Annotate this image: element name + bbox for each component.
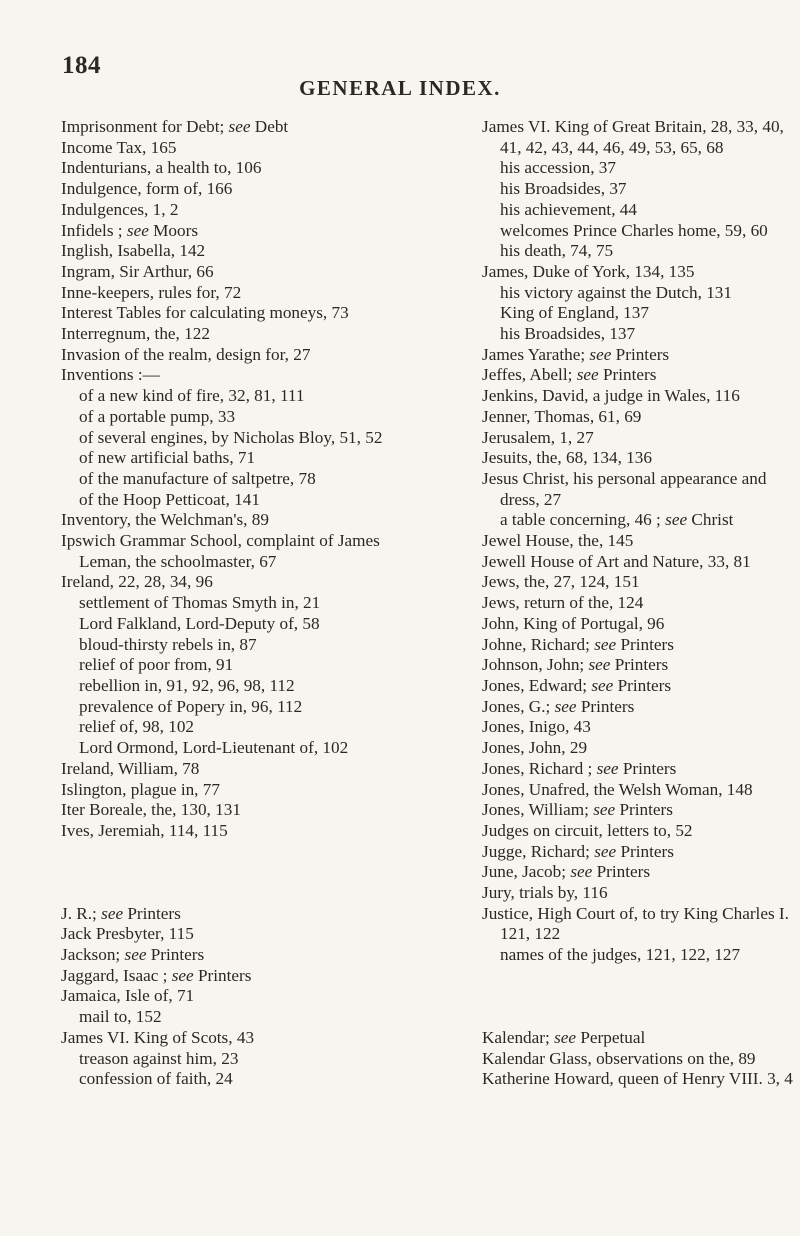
index-entry: Jones, Inigo, 43 [482,717,591,737]
index-entry: his Broadsides, 37 [500,179,627,199]
index-entry: Jugge, Richard; see Printers [482,841,674,861]
index-entry: John, King of Portugal, 96 [482,613,665,633]
index-entry: of a portable pump, 33 [79,406,236,426]
letter-section-gap [61,842,461,904]
index-entry: Kalendar; see Perpetual [482,1027,646,1047]
index-entry: Indenturians, a health to, 106 [61,158,262,178]
index-entry: names of the judges, 121, 122, 127 [500,945,741,965]
index-entry: Jury, trials by, 116 [482,883,608,903]
index-entry: Jews, the, 27, 124, 151 [482,572,640,592]
index-entry: Jesus Christ, his personal appearance and [482,468,767,488]
index-entry: Jones, John, 29 [482,738,588,758]
index-entry: Johne, Richard; see Printers [482,634,674,654]
index-entry: Income Tax, 165 [61,137,177,157]
index-entry: settlement of Thomas Smyth in, 21 [79,593,321,613]
index-column-left [61,117,461,1090]
index-entry: Jamaica, Isle of, 71 [61,986,195,1006]
index-entry: Justice, High Court of, to try King Charles I. [482,903,789,923]
index-entry: Lord Ormond, Lord-Lieutenant of, 102 [79,738,349,758]
index-entry: Ireland, 22, 28, 34, 96 [61,572,213,592]
index-entry: Kalendar Glass, observations on the, 89 [482,1048,756,1068]
running-title: GENERAL INDEX. [299,76,501,100]
index-entry: his Broadsides, 137 [500,324,636,344]
index-entry: bloud-thirsty rebels in, 87 [79,634,257,654]
index-entry: Islington, plague in, 77 [61,779,220,799]
index-entry: Jenkins, David, a judge in Wales, 116 [482,386,740,406]
index-entry: Jaggard, Isaac ; see Printers [61,965,252,985]
index-entry: Interregnum, the, 122 [61,324,210,344]
index-entry: Invasion of the realm, design for, 27 [61,344,311,364]
index-entry: James Yarathe; see Printers [482,344,670,364]
index-entry: Iter Boreale, the, 130, 131 [61,800,241,820]
index-entry: Indulgence, form of, 166 [61,179,233,199]
index-entry: Indulgences, 1, 2 [61,199,179,219]
index-entry: his death, 74, 75 [500,241,614,261]
index-entry: a table concerning, 46 ; see Christ [500,510,734,530]
index-entry: Jenner, Thomas, 61, 69 [482,406,642,426]
index-entry: James VI. King of Scots, 43 [61,1027,255,1047]
index-entry: his accession, 37 [500,158,616,178]
page-number: 184 [62,52,101,79]
index-entry: of the manufacture of saltpetre, 78 [79,468,316,488]
index-entry: 41, 42, 43, 44, 46, 49, 53, 65, 68 [500,137,724,157]
index-entry: Jack Presbyter, 115 [61,924,194,944]
index-entry: Jones, Edward; see Printers [482,675,672,695]
index-entry: Interest Tables for calculating moneys, 73 [61,303,349,323]
index-entry: of a new kind of fire, 32, 81, 111 [79,386,305,406]
index-column-right [482,117,800,1090]
index-entry: Jeffes, Abell; see Printers [482,365,657,385]
index-entry: relief of poor from, 91 [79,655,234,675]
index-entry: of the Hoop Petticoat, 141 [79,489,260,509]
index-entry: Ingram, Sir Arthur, 66 [61,261,214,281]
index-entry: his achievement, 44 [500,199,637,219]
index-entry: of new artificial baths, 71 [79,448,256,468]
index-entry: Ipswich Grammar School, complaint of James [61,531,380,551]
index-entry: mail to, 152 [79,1007,162,1027]
index-entry: Jews, return of the, 124 [482,593,644,613]
index-entry: James, Duke of York, 134, 135 [482,261,695,281]
index-entry: Jones, Richard ; see Printers [482,758,677,778]
index-entry: confession of faith, 24 [79,1069,233,1089]
index-entry: Jones, William; see Printers [482,800,673,820]
index-entry: Johnson, John; see Printers [482,655,669,675]
index-entry: Ireland, William, 78 [61,758,200,778]
index-entry: June, Jacob; see Printers [482,862,651,882]
index-entry: 121, 122 [500,924,561,944]
index-entry: prevalence of Popery in, 96, 112 [79,696,303,716]
index-entry: Ives, Jeremiah, 114, 115 [61,820,228,840]
index-entry: Inventory, the Welchman's, 89 [61,510,269,530]
index-entry: treason against him, 23 [79,1048,239,1068]
index-entry: welcomes Prince Charles home, 59, 60 [500,220,768,240]
index-entry: Judges on circuit, letters to, 52 [482,820,693,840]
index-entry: Jewel House, the, 145 [482,531,634,551]
index-entry: Jerusalem, 1, 27 [482,427,594,447]
index-entry: Lord Falkland, Lord-Deputy of, 58 [79,613,320,633]
index-entry: Imprisonment for Debt; see Debt [61,117,289,136]
index-entry: King of England, 137 [500,303,649,323]
index-entry: dress, 27 [500,489,562,509]
index-entry: Inne-keepers, rules for, 72 [61,282,242,302]
index-entry: of several engines, by Nicholas Bloy, 51, 52 [79,427,383,447]
index-entry: Katherine Howard, queen of Henry VIII. 3, 4 [482,1069,793,1089]
index-entry: Jones, G.; see Printers [482,696,635,716]
index-entry: Jackson; see Printers [61,945,205,965]
index-entry: relief of, 98, 102 [79,717,195,737]
index-entry: Inglish, Isabella, 142 [61,241,206,261]
index-entry: Jewell House of Art and Nature, 33, 81 [482,551,751,571]
index-entry: J. R.; see Printers [61,903,181,923]
index-entry: Leman, the schoolmaster, 67 [79,551,277,571]
index-entry: rebellion in, 91, 92, 96, 98, 112 [79,675,295,695]
index-entry: James VI. King of Great Britain, 28, 33, 40, [482,117,784,136]
letter-section-gap [482,966,800,1028]
index-entry: his victory against the Dutch, 131 [500,282,732,302]
index-entry: Infidels ; see Moors [61,220,199,240]
index-entry: Inventions :— [61,365,160,385]
index-entry: Jones, Unafred, the Welsh Woman, 148 [482,779,753,799]
index-entry: Jesuits, the, 68, 134, 136 [482,448,652,468]
